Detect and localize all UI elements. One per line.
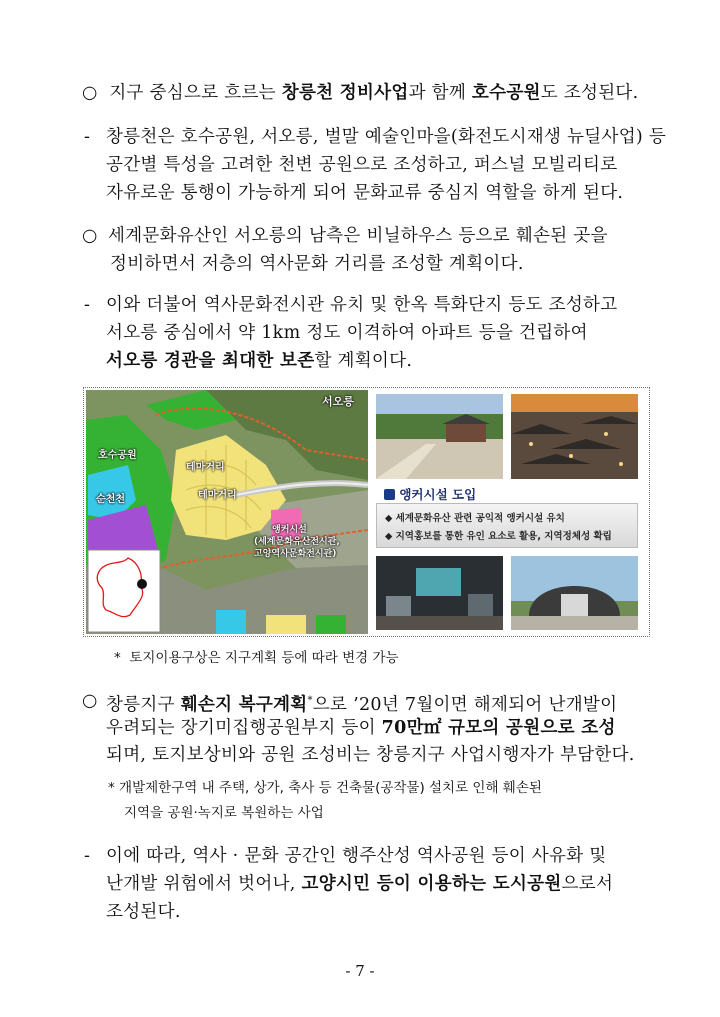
bold-text: 70만㎡ 규모의 공원으로 조성: [381, 718, 616, 738]
bold-text: 호수공원: [471, 83, 541, 103]
text: 난개발 위험에서 벗어나,: [106, 874, 302, 894]
dash-1-line-1: 창릉천은 호수공원, 서오릉, 벌말 예술인마을(화전도시재생 뉴딜사업) 등: [106, 127, 667, 147]
map-label-seooreung: 서오릉: [322, 395, 354, 408]
bullet-3-line-2: [106, 716, 616, 740]
note-2-line-2: 지역을 공원·녹지로 복원하는 사업: [124, 805, 324, 821]
anchor-item-1: ◆ 세계문화유산 관련 공익적 앵커시설 유치: [385, 513, 565, 524]
text: 할 계획이다.: [314, 351, 413, 371]
footnote-marker: *: [307, 695, 313, 706]
bullet-2-line-2: 정비하면서 저층의 역사문화 거리를 조성할 계획이다.: [110, 254, 524, 274]
note-1: [114, 648, 399, 668]
bullet-2-marker: ○: [82, 226, 98, 246]
bold-text: 창릉천 정비사업: [281, 83, 409, 103]
anchor-facility-panel: [376, 390, 646, 634]
bullet-3-line-3: 되며, 토지보상비와 공원 조성비는 창릉지구 사업시행자가 부담한다.: [106, 745, 635, 765]
note-marker: *: [108, 780, 115, 796]
photo-hanok-graphic: [511, 394, 638, 479]
text: 우려되는 장기미집행공원부지 등이: [106, 718, 382, 738]
note-text: 토지이용구상은 지구계획 등에 따라 변경 가능: [129, 650, 399, 666]
note-text: 개발제한구역 내 주택, 상가, 축사 등 건축물(공작물) 설치로 인해 훼손된: [119, 780, 542, 796]
dash-3-line-1: 이에 따라, 역사 · 문화 공간인 행주산성 역사공원 등이 사유화 및: [106, 846, 607, 866]
anchor-item-text: 세계문화유산 관련 공익적 앵커시설 유치: [395, 513, 565, 524]
map-label-stream: 순천천: [96, 494, 125, 505]
land-use-map: [86, 390, 368, 634]
bullet-2-line-1: 세계문화유산인 서오릉의 남측은 비닐하우스 등으로 훼손된 곳을: [108, 226, 608, 246]
note-marker: *: [114, 650, 121, 666]
text: 지구 중심으로 흐르는: [109, 83, 282, 103]
dash-3-line-3: 조성된다.: [106, 902, 181, 922]
dash-3-marker: -: [84, 846, 91, 866]
map-label-anchor-3: 고양역사문화전시관): [254, 549, 337, 559]
anchor-item-text: 지역홍보를 통한 유인 요소로 활용, 지역정체성 확립: [395, 531, 612, 542]
text: 으로서: [561, 874, 614, 894]
dash-1-marker: -: [84, 127, 91, 147]
photo-exhibition-hall: [376, 556, 503, 630]
bullet-3-line-1: [106, 689, 617, 717]
anchor-title: [384, 485, 476, 503]
photo-dome-graphic: [511, 556, 638, 630]
bold-text: 서오릉 경관을 최대한 보존: [106, 351, 315, 371]
photo-plaza: [376, 394, 503, 479]
bold-text: 훼손지 복구계획: [180, 694, 308, 715]
map-label-theme-street-1: 테마거리: [186, 462, 225, 473]
map-label-anchor-2: (세계문화유산전시관,: [254, 537, 340, 547]
anchor-title-icon: [384, 489, 395, 500]
text: 과 함께: [408, 83, 472, 103]
text: 도 조성된다.: [540, 83, 639, 103]
map-label-anchor-1: 앵커시설: [272, 525, 307, 535]
map-label-theme-street-2: 테마거리: [198, 490, 237, 501]
anchor-item-2: ◆ 지역홍보를 통한 유인 요소로 활용, 지역정체성 확립: [385, 531, 612, 542]
bullet-1: [82, 81, 639, 105]
anchor-title-text: 앵커시설 도입: [399, 487, 477, 502]
bullet-3-marker: ○: [82, 691, 98, 711]
photo-exhibition-graphic: [376, 556, 503, 630]
page-number: - 7 -: [345, 962, 375, 980]
dash-2-line-2: 서오릉 중심에서 약 1km 정도 이격하여 아파트 등을 건립하여: [106, 323, 588, 343]
note-2-line-1: [108, 778, 542, 798]
dash-2-line-3: [106, 349, 412, 373]
dash-2-line-1: 이와 더불어 역사문화전시관 유치 및 한옥 특화단지 등도 조성하고: [106, 295, 618, 315]
dash-1-line-2: 공간별 특성을 고려한 천변 공원으로 조성하고, 퍼스널 모빌리티로: [106, 155, 618, 175]
photo-dome-building: [511, 556, 638, 630]
dash-3-line-2: [106, 872, 613, 896]
bold-text: 고양시민 등이 이용하는 도시공원: [301, 874, 562, 894]
bullet-marker: ○: [82, 83, 98, 103]
anchor-box: [376, 503, 638, 548]
text: 으로 ’20년 7월이면 해제되어 난개발이: [312, 694, 618, 715]
text: 창릉지구: [106, 694, 181, 715]
photo-plaza-graphic: [376, 394, 503, 479]
land-use-figure: [83, 387, 650, 637]
dash-2-marker: -: [84, 295, 91, 315]
map-label-lake-park: 호수공원: [98, 450, 137, 461]
map-graphic: [86, 390, 368, 634]
dash-1-line-3: 자유로운 통행이 가능하게 되어 문화교류 중심지 역할을 하게 된다.: [106, 183, 624, 203]
photo-hanok-village: [511, 394, 638, 479]
